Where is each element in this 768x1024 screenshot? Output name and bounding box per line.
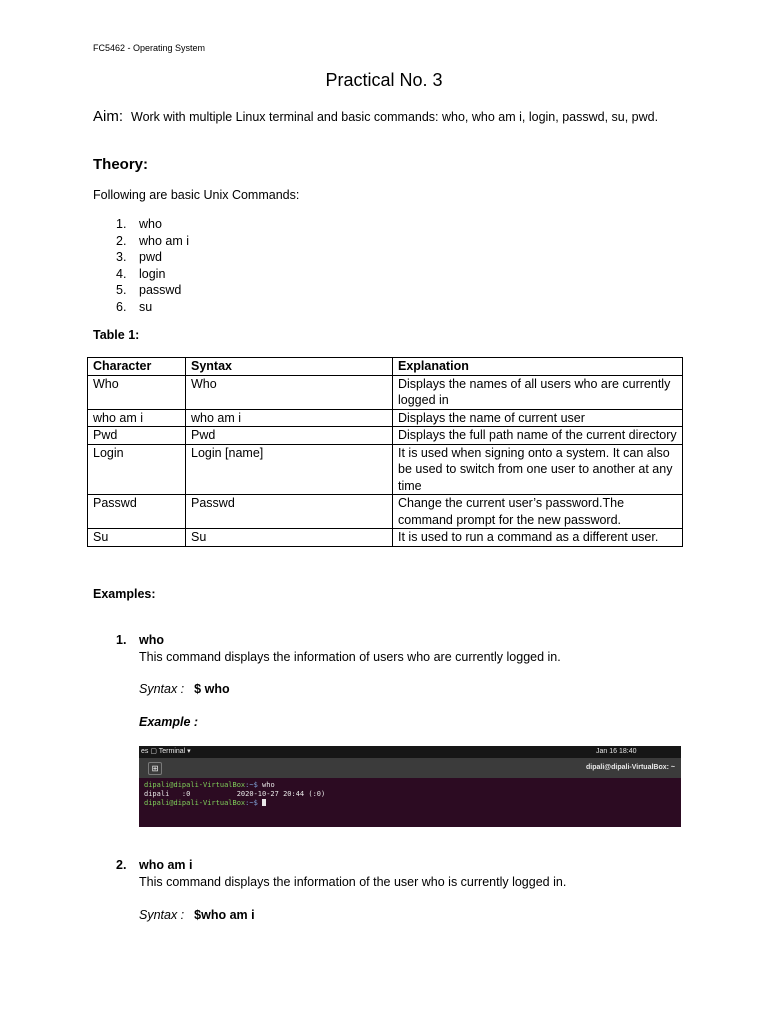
example-name: who am i <box>139 858 193 872</box>
commands-table <box>87 357 683 547</box>
example-name: who <box>139 633 164 647</box>
table-cell: Login <box>88 444 186 495</box>
example-label: Example : <box>139 715 199 729</box>
prompt-user: dipali@dipali-VirtualBox <box>144 799 246 807</box>
table-cell: Passwd <box>88 495 186 529</box>
terminal-screenshot <box>139 746 681 827</box>
terminal-output <box>139 778 681 811</box>
example-heading-who <box>116 633 164 647</box>
table-cell: It is used when signing onto a system. It can also be used to switch from one user to another at any time <box>393 444 683 495</box>
table-row <box>88 427 683 445</box>
list-number: 6. <box>116 299 127 314</box>
syntax-line <box>139 908 255 922</box>
table-cell: Su <box>186 529 393 547</box>
list-item <box>116 266 189 283</box>
theory-heading: Theory: <box>93 156 149 173</box>
aim-text: Work with multiple Linux terminal and basic commands: who, who am i, login, passwd, su, pwd. <box>131 110 659 124</box>
table-title: Table 1: <box>93 328 140 342</box>
example-description: This command displays the information of users who are currently logged in. <box>139 650 561 664</box>
table-row <box>88 375 683 409</box>
command-output: dipali :0 2020-10-27 20:44 (:0) <box>144 790 326 798</box>
list-text: passwd <box>139 283 182 297</box>
aim-section <box>93 108 683 126</box>
system-top-bar <box>139 746 681 758</box>
clock: Jan 16 18:40 <box>596 748 637 755</box>
list-number: 1. <box>116 217 127 231</box>
table-cell: who am i <box>88 409 186 427</box>
theory-intro: Following are basic Unix Commands: <box>93 188 300 202</box>
list-text: who am i <box>139 233 190 248</box>
list-number: 3. <box>116 250 127 264</box>
table-cell: Login [name] <box>186 444 393 495</box>
list-item <box>116 282 189 299</box>
list-text: pwd <box>139 250 162 264</box>
syntax-line <box>139 682 230 696</box>
prompt-path: :~$ <box>245 799 263 807</box>
syntax-value: $who am i <box>194 908 255 922</box>
table-row <box>88 409 683 427</box>
example-number: 1. <box>116 633 127 647</box>
table-cell: Pwd <box>186 427 393 445</box>
list-item <box>116 233 189 250</box>
table-cell: Change the current user’s password.The command prompt for the new password. <box>393 495 683 529</box>
table-cell: Pwd <box>88 427 186 445</box>
prompt-path: :~$ <box>245 781 258 789</box>
table-cell: Displays the full path name of the current directory <box>393 427 683 445</box>
list-number: 4. <box>116 266 127 281</box>
terminal-title-bar <box>139 758 681 778</box>
list-text: login <box>139 266 166 281</box>
column-header: Syntax <box>186 358 393 376</box>
window-title: dipali@dipali-VirtualBox: ~ <box>586 764 675 771</box>
list-text: who <box>139 217 162 231</box>
table-cell: Passwd <box>186 495 393 529</box>
syntax-label: Syntax : <box>139 908 185 922</box>
new-tab-icon: ⊞ <box>148 762 162 775</box>
prompt-user: dipali@dipali-VirtualBox <box>144 781 246 789</box>
table-cell: Who <box>88 375 186 409</box>
example-heading-whoami <box>116 858 192 872</box>
example-number: 2. <box>116 858 127 872</box>
examples-heading: Examples: <box>93 587 156 601</box>
aim-label: Aim: <box>93 108 123 125</box>
cursor-icon <box>262 799 266 806</box>
command-list <box>116 216 189 315</box>
table-cell: Su <box>88 529 186 547</box>
list-item <box>116 249 189 266</box>
syntax-label: Syntax : <box>139 682 185 696</box>
example-description: This command displays the information of the user who is currently logged in. <box>139 875 567 889</box>
page-title: Practical No. 3 <box>325 70 443 90</box>
list-text: su <box>139 299 153 314</box>
column-header: Character <box>88 358 186 376</box>
table-header-row <box>88 358 683 376</box>
list-item <box>116 216 189 233</box>
table-cell: who am i <box>186 409 393 427</box>
syntax-value: $ who <box>194 682 230 696</box>
list-item <box>116 299 189 316</box>
table-cell: Displays the name of current user <box>393 409 683 427</box>
table-cell: Displays the names of all users who are currently logged in <box>393 375 683 409</box>
course-header: FC5462 - Operating System <box>93 43 206 53</box>
table-row <box>88 529 683 547</box>
table-cell: It is used to run a command as a different user. <box>393 529 683 547</box>
list-number: 2. <box>116 233 127 248</box>
table-row <box>88 444 683 495</box>
typed-command: who <box>257 781 275 789</box>
list-number: 5. <box>116 283 127 297</box>
column-header: Explanation <box>393 358 683 376</box>
table-row <box>88 495 683 529</box>
terminal-menu: es ▢ Terminal ▾ <box>141 748 191 755</box>
table-cell: Who <box>186 375 393 409</box>
